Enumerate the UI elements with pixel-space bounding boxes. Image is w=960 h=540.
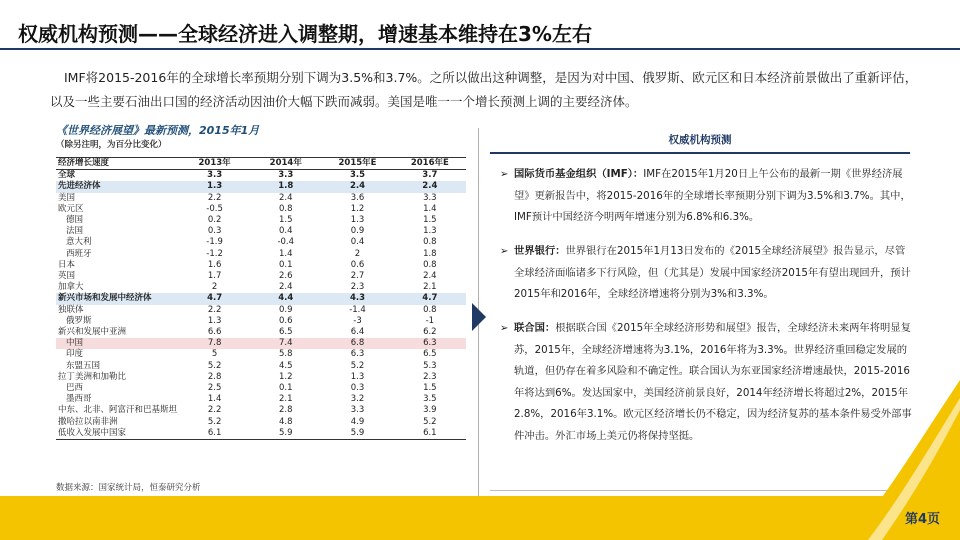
- table-cell: 1.4: [278, 248, 293, 259]
- table-cell: 2.6: [278, 271, 293, 282]
- table-cell: 6.1: [179, 428, 250, 440]
- footer-band: [0, 496, 960, 540]
- table-cell: 2.4: [278, 282, 293, 293]
- bullet-arrow-icon: ➢: [500, 246, 509, 257]
- table-cell: 0.8: [423, 259, 437, 270]
- panel-item-label: 联合国：: [514, 322, 556, 334]
- table-cell: 2.4: [321, 181, 393, 192]
- table-cell: 5.2: [207, 360, 222, 371]
- table-cell: -1.2: [206, 248, 223, 259]
- row-label: 巴西: [66, 383, 84, 394]
- table-row: [56, 170, 466, 182]
- table-cell: 6.3: [394, 338, 466, 349]
- table-row: [56, 372, 466, 383]
- row-label: 德国: [66, 215, 84, 226]
- table-cell: 0.3: [207, 226, 222, 237]
- table-row: [56, 215, 466, 226]
- row-label: 独联体: [58, 304, 84, 315]
- table-cell: 2.5: [207, 383, 222, 394]
- arrow-right-icon: [472, 303, 486, 331]
- table-cell: 1.7: [207, 271, 222, 282]
- row-label: 新兴市场和发展中经济体: [56, 293, 179, 304]
- table-cell: 5.2: [423, 416, 437, 427]
- table-cell: 0.9: [350, 226, 365, 237]
- row-label: 新兴和发展中亚洲: [58, 327, 127, 338]
- table-cell: 0.6: [350, 259, 365, 270]
- row-label: 印度: [66, 349, 84, 360]
- table-cell: 0.2: [207, 215, 222, 226]
- table-cell: 5.2: [207, 416, 222, 427]
- row-label: 西班牙: [66, 248, 92, 259]
- table-header-cell: 2016年E: [394, 158, 466, 170]
- row-label: 墨西哥: [66, 394, 92, 405]
- row-label: 撒哈拉以南非洲: [58, 416, 118, 427]
- table-cell: -0.5: [206, 203, 223, 214]
- table-cell: 1.2: [350, 203, 365, 214]
- table-cell: 5.8: [278, 349, 293, 360]
- table-row: [56, 394, 466, 405]
- table-row: [56, 327, 466, 338]
- table-cell: 3.7: [422, 170, 438, 181]
- table-cell: 4.7: [179, 293, 250, 304]
- table-source: 数据来源：国家统计局，恒泰研究分析: [56, 483, 201, 493]
- table-cell: 1.3: [207, 315, 222, 326]
- table-cell: 1.2: [278, 371, 293, 382]
- table-cell: 5.3: [423, 360, 437, 371]
- table-cell: 2.2: [207, 192, 222, 203]
- table-cell: 0.8: [423, 237, 437, 248]
- row-label: 中国: [56, 338, 179, 349]
- table-cell: 3.3: [278, 170, 294, 181]
- table-row: [56, 204, 466, 215]
- table-cell: 3.6: [350, 192, 365, 203]
- table-cell: 6.1: [394, 428, 466, 440]
- bullet-arrow-icon: ➢: [500, 169, 509, 180]
- table-cell: 2.2: [207, 405, 222, 416]
- row-label: 先进经济体: [56, 181, 179, 192]
- table-cell: 7.8: [179, 338, 250, 349]
- table-cell: 0.1: [278, 259, 293, 270]
- table-cell: 3.3: [423, 192, 437, 203]
- table-cell: 2.1: [423, 282, 437, 293]
- intro-paragraph: IMF将2015-2016年的全球增长率预期分别下调为3.5%和3.7%。之所以做出这种调整，是因为对中国、俄罗斯、欧元区和日本经济前景做出了重新评估，以及一些主要石油出口国的经济活动因油价大幅下跌而减弱。美国是唯一一个增长预测上调的主要经济体。: [50, 70, 918, 109]
- table-cell: -3: [353, 315, 362, 326]
- page-title: 权威机构预测——全球经济进入调整期，增速基本维持在3%左右: [18, 22, 592, 46]
- panel-heading: 权威机构预测: [668, 134, 732, 146]
- table-cell: 6.5: [278, 327, 293, 338]
- table-cell: 6.3: [350, 349, 365, 360]
- table-cell: 3.3: [207, 170, 223, 181]
- table-row: [56, 361, 466, 372]
- table-row: [56, 260, 466, 271]
- table-cell: 1.3: [179, 181, 250, 192]
- panel-item-label: 世界银行：: [514, 245, 566, 257]
- table-cell: 6.5: [423, 349, 437, 360]
- panel-item-text: 根据联合国《2015年全球经济形势和展望》报告，全球经济未来两年将明显复苏，2015年，全球经济增速将为3.1%，2016年将为3.3%。世界经济重回稳定发展的轨道，但仍存在着多风险和不确定性。联合国认为东亚国家经济增速最快，2015-2016年将达到6%。发达国家中，美国经济前景良好，2014年经济增长将超过2%，2015年2.8%，2016年3.1%。欧元区经济增长仍不稳定，因为经济复苏的基本条件易受外部事件冲击。外汇市场上美元仍将保持坚挺。: [514, 322, 912, 442]
- table-subtitle: （除另注明，为百分比变化）: [56, 140, 167, 150]
- table-cell: 0.6: [278, 315, 293, 326]
- row-label: 美国: [58, 192, 76, 203]
- table-row: [56, 349, 466, 360]
- row-label: 意大利: [66, 237, 92, 248]
- table-header-cell: 2015年E: [321, 158, 393, 170]
- table-header-cell: 2014年: [250, 158, 321, 170]
- table-cell: 1.8: [250, 181, 321, 192]
- row-label: 东盟五国: [66, 360, 101, 371]
- row-label: 法国: [66, 226, 84, 237]
- table-row: [56, 249, 466, 260]
- table-cell: 3.5: [349, 170, 366, 181]
- table-cell: 3.9: [423, 405, 437, 416]
- table-cell: 0.4: [278, 226, 293, 237]
- page-number: 第4页: [904, 512, 940, 527]
- table-row: [56, 428, 466, 440]
- table-cell: 2.7: [350, 271, 365, 282]
- row-label: 低收入发展中国家: [56, 428, 179, 440]
- table-header-row: [56, 158, 466, 170]
- row-label: 英国: [58, 271, 76, 282]
- table-cell: 2.4: [394, 181, 466, 192]
- title-divider: [0, 48, 960, 50]
- panel-item-imf: [500, 164, 912, 229]
- table-cell: 1.4: [207, 394, 222, 405]
- table-cell: 0.8: [278, 203, 293, 214]
- table-cell: 3.2: [350, 394, 365, 405]
- table-cell: 4.3: [321, 293, 393, 304]
- table-row: [56, 293, 466, 304]
- table-cell: 0.4: [350, 237, 365, 248]
- table-cell: 1.5: [423, 383, 437, 394]
- table-row: [56, 181, 466, 192]
- table-row: [56, 305, 466, 316]
- table-cell: 1.5: [423, 215, 437, 226]
- table-row: [56, 237, 466, 248]
- table-cell: 4.5: [278, 360, 293, 371]
- panel-item-text: IMF在2015年1月20日上午公布的最新一期《世界经济展望》更新报告中，将2015-2016年的全球增长率预期分别下调为3.5%和3.7%。其中，IMF预计中国经济今明两年增速分别为6.8%和6.3%。: [514, 168, 911, 223]
- table-cell: 2.3: [350, 282, 365, 293]
- table-cell: 6.6: [207, 327, 222, 338]
- table-cell: 2.4: [278, 192, 293, 203]
- table-cell: 5: [211, 349, 218, 360]
- table-cell: 4.9: [350, 416, 365, 427]
- table-row: [56, 271, 466, 282]
- table-row: [56, 417, 466, 428]
- table-cell: 6.4: [350, 327, 365, 338]
- table-cell: -1: [425, 315, 435, 326]
- table-row: [56, 282, 466, 293]
- row-label: 俄罗斯: [66, 315, 92, 326]
- table-cell: 3.5: [423, 394, 437, 405]
- panel-heading-rule: [490, 152, 910, 154]
- row-label: 加拿大: [58, 282, 84, 293]
- table-cell: 0.9: [278, 304, 293, 315]
- table-cell: 6.8: [321, 338, 393, 349]
- table-cell: 5.9: [250, 428, 321, 440]
- table-row: [56, 383, 466, 394]
- table-cell: 4.8: [278, 416, 293, 427]
- table-cell: 2.2: [207, 304, 222, 315]
- row-label: 全球: [58, 170, 76, 181]
- table-cell: 5.9: [321, 428, 393, 440]
- table-cell: 2.4: [423, 271, 437, 282]
- table-cell: 4.4: [250, 293, 321, 304]
- table-cell: -1.4: [349, 304, 366, 315]
- table-title: 《世界经济展望》最新预测，2015年1月: [56, 124, 260, 137]
- table-cell: 6.2: [423, 327, 437, 338]
- table-header-cell: 2013年: [179, 158, 250, 170]
- panel-item-worldbank: [500, 241, 912, 306]
- row-label: 中东、北非、阿富汗和巴基斯坦: [58, 405, 178, 416]
- table-cell: 0.1: [278, 383, 293, 394]
- table-cell: 0.3: [350, 383, 365, 394]
- table-cell: 5.2: [350, 360, 365, 371]
- forecast-table: [56, 157, 466, 440]
- table-cell: 1.4: [423, 203, 437, 214]
- table-cell: 2.1: [278, 394, 293, 405]
- panel-item-label: 国际货币基金组织（IMF）：: [514, 168, 644, 180]
- table-cell: 2.8: [207, 371, 222, 382]
- table-cell: 3.3: [350, 405, 365, 416]
- table-row: [56, 226, 466, 237]
- table-cell: 2.8: [278, 405, 293, 416]
- table-row: [56, 405, 466, 416]
- table-header-cell: 经济增长速度: [56, 158, 179, 170]
- table-cell: 1.3: [350, 215, 365, 226]
- row-label: 日本: [58, 259, 76, 270]
- table-cell: 0.8: [423, 304, 437, 315]
- table-cell: 1.8: [423, 248, 437, 259]
- table-row: [56, 193, 466, 204]
- table-cell: 7.4: [250, 338, 321, 349]
- table-row: [56, 316, 466, 327]
- table-cell: 4.7: [394, 293, 466, 304]
- table-cell: 1.5: [278, 215, 293, 226]
- table-cell: 2.3: [423, 371, 437, 382]
- table-cell: 1.3: [423, 226, 437, 237]
- panel-item-text: 世界银行在2015年1月13日发布的《2015全球经济展望》报告显示，尽管全球经济面临诸多下行风险，但（尤其是）发展中国家经济2015年有望出现回升，预计2015年和2016年，全球经济增速将分别为3%和3.3%。: [514, 245, 911, 300]
- table-cell: 2: [354, 248, 361, 259]
- row-label: 拉丁美洲和加勒比: [58, 371, 127, 382]
- table-cell: -1.9: [206, 237, 223, 248]
- table-cell: -0.4: [277, 237, 295, 248]
- table-cell: 1.6: [207, 259, 222, 270]
- row-label: 欧元区: [58, 203, 84, 214]
- table-cell: 1.3: [350, 371, 365, 382]
- table-row: [56, 338, 466, 349]
- table-cell: 2: [211, 282, 218, 293]
- bullet-arrow-icon: ➢: [500, 323, 509, 334]
